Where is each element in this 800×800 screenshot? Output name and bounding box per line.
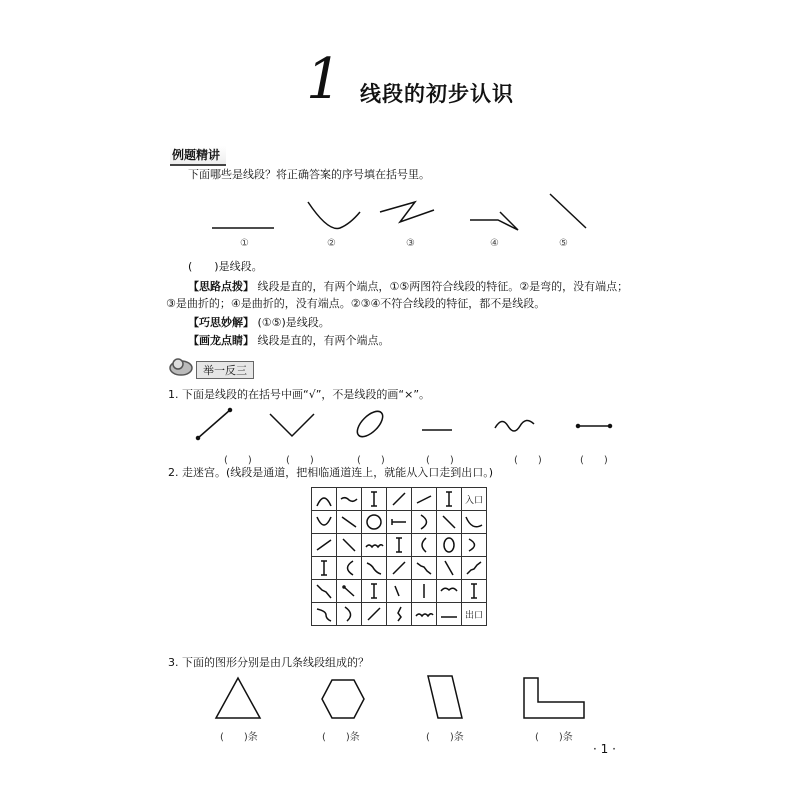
q1-figures: [190, 404, 630, 444]
label-2: ②: [327, 238, 336, 249]
l-shape: [524, 678, 584, 718]
maze-cell[interactable]: [362, 580, 387, 603]
maze-cell[interactable]: [437, 580, 462, 603]
triangle-shape: [216, 678, 260, 718]
parallelogram-shape: [428, 676, 462, 718]
hint-text-2: ③是曲折的；④是曲折的，没有端点。②③④不符合线段的特征，都不是线段。: [166, 297, 546, 310]
hint-text: 线段是直的，有两个端点，①⑤两图符合线段的特征。②是弯的，没有端点；: [257, 280, 629, 293]
maze-cell[interactable]: [337, 534, 362, 557]
solve-heading: 【巧思妙解】: [188, 316, 254, 329]
maze-cell[interactable]: [412, 580, 437, 603]
maze-cell[interactable]: [312, 511, 337, 534]
maze-cell[interactable]: [387, 557, 412, 580]
maze-cell[interactable]: [312, 534, 337, 557]
maze-cell[interactable]: [337, 603, 362, 626]
maze-cell[interactable]: [337, 557, 362, 580]
maze-cell[interactable]: [362, 511, 387, 534]
maze-cell[interactable]: [412, 511, 437, 534]
maze-cell[interactable]: [437, 557, 462, 580]
maze-cell[interactable]: [387, 511, 412, 534]
q1-text: 1. 下面是线段的在括号中画“√”，不是线段的画“×”。: [168, 388, 431, 401]
q2-text: 2. 走迷宫。(线段是通道，把相临通道连上，就能从入口走到出口。): [168, 466, 494, 479]
maze-cell[interactable]: [387, 488, 412, 511]
maze-entry-cell[interactable]: [462, 488, 487, 511]
figure-4-broken: [470, 212, 518, 230]
maze-cell[interactable]: [387, 534, 412, 557]
maze-cell[interactable]: [312, 557, 337, 580]
maze-cell[interactable]: [362, 488, 387, 511]
q3-text: 3. 下面的图形分别是由几条线段组成的？: [168, 656, 369, 669]
label-3: ③: [406, 238, 415, 249]
summary-heading: 【画龙点睛】: [188, 334, 254, 347]
figure-2-curve: [308, 202, 360, 228]
maze-cell[interactable]: [312, 580, 337, 603]
q3-figures: [210, 672, 610, 722]
label-4: ④: [490, 238, 499, 249]
label-1: ①: [240, 238, 249, 249]
book-icon: [168, 354, 196, 378]
exit-label: 出口: [464, 610, 483, 621]
page-number: · 1 ·: [593, 742, 616, 756]
q1-paren-4[interactable]: ( ): [426, 455, 454, 466]
maze-cell[interactable]: [337, 511, 362, 534]
q1-paren-5[interactable]: ( ): [514, 455, 542, 466]
solve-line: [188, 316, 330, 330]
q1-fig-3: [353, 407, 387, 441]
maze-cell[interactable]: [337, 488, 362, 511]
practice-tag: 举一反三: [196, 361, 254, 379]
maze-cell[interactable]: [387, 580, 412, 603]
maze-cell[interactable]: [412, 557, 437, 580]
hexagon-shape: [322, 680, 364, 718]
maze-cell[interactable]: [337, 580, 362, 603]
hint-heading: 【思路点拨】: [188, 280, 254, 293]
lesson-number: 1: [306, 47, 342, 112]
maze-cell[interactable]: [462, 534, 487, 557]
figure-3-zigzag: [380, 202, 434, 222]
q1-paren-2[interactable]: ( ): [286, 455, 314, 466]
entry-label: 入口: [464, 495, 483, 506]
label-5: ⑤: [559, 238, 568, 249]
maze-cell[interactable]: [312, 488, 337, 511]
hint-line: [188, 280, 628, 294]
maze-cell[interactable]: [362, 534, 387, 557]
maze-cell[interactable]: [412, 488, 437, 511]
q3-paren-4[interactable]: ( )条: [535, 732, 573, 743]
q3-paren-2[interactable]: ( )条: [322, 732, 360, 743]
q1-paren-6[interactable]: ( ): [580, 455, 608, 466]
answer-line: ( )是线段。: [188, 260, 263, 273]
q3-paren-1[interactable]: ( )条: [220, 732, 258, 743]
example-question: 下面哪些是线段？将正确答案的序号填在括号里。: [188, 168, 430, 181]
q1-fig-5: [495, 420, 534, 431]
q1-paren-1[interactable]: ( ): [224, 455, 252, 466]
q3-paren-3[interactable]: ( )条: [426, 732, 464, 743]
maze-cell[interactable]: [437, 511, 462, 534]
example-figures: [200, 190, 600, 240]
maze-cell[interactable]: [362, 603, 387, 626]
maze-cell[interactable]: [412, 603, 437, 626]
lesson-title: 线段的初步认识: [360, 82, 514, 106]
maze-cell[interactable]: [462, 580, 487, 603]
maze-cell[interactable]: [437, 534, 462, 557]
q1-fig-1: [198, 410, 230, 438]
maze-cell[interactable]: [387, 603, 412, 626]
q1-paren-3[interactable]: ( ): [357, 455, 385, 466]
solve-text: (①⑤)是线段。: [257, 316, 330, 329]
example-tag: 例题精讲: [170, 146, 226, 166]
summary-text: 线段是直的，有两个端点。: [257, 334, 390, 347]
summary-line: [188, 334, 390, 348]
maze-cell[interactable]: [412, 534, 437, 557]
maze-cell[interactable]: [312, 603, 337, 626]
maze-cell[interactable]: [437, 488, 462, 511]
maze-cell[interactable]: [437, 603, 462, 626]
maze-cell[interactable]: [462, 511, 487, 534]
maze-cell[interactable]: [462, 557, 487, 580]
maze-grid: [311, 487, 487, 626]
figure-5-segment: [550, 194, 586, 228]
maze-exit-cell[interactable]: [462, 603, 487, 626]
q1-fig-2: [270, 414, 314, 436]
maze-cell[interactable]: [362, 557, 387, 580]
